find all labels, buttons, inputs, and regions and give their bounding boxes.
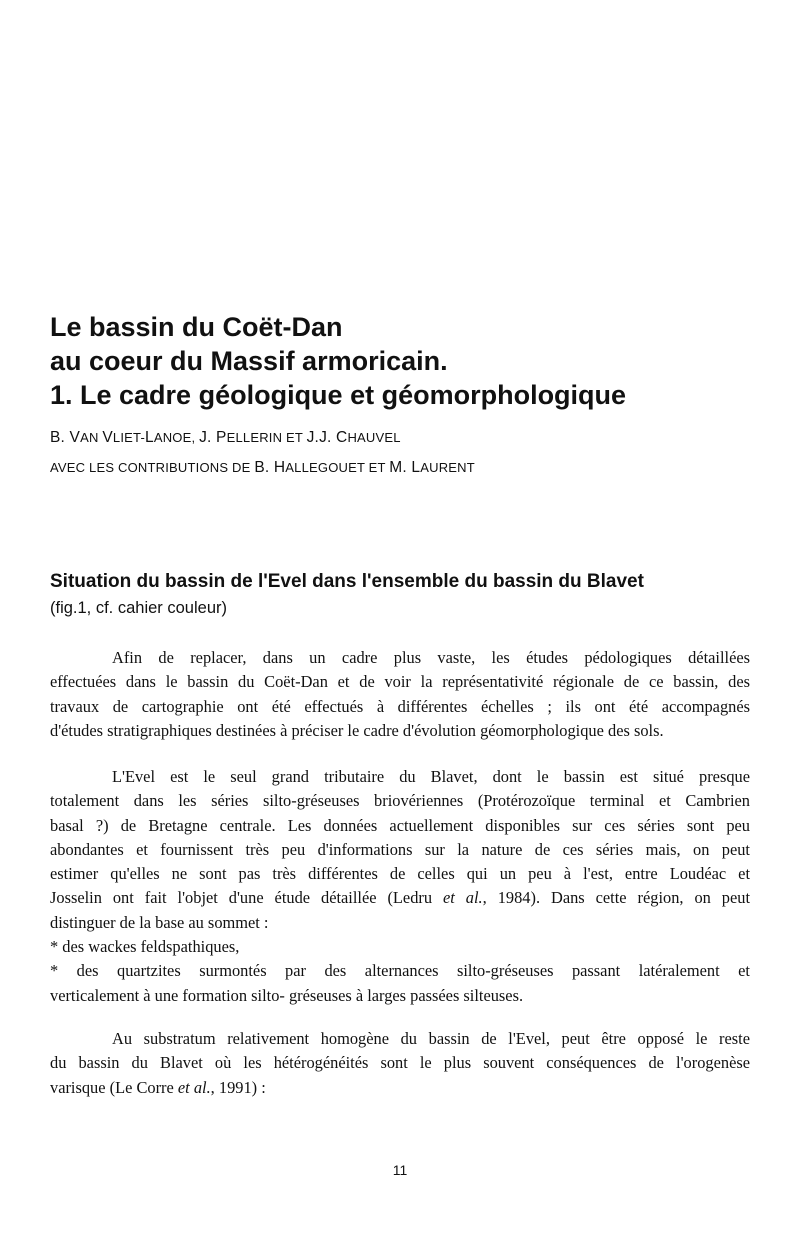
page-number: 11 bbox=[392, 1162, 408, 1178]
paragraph-3: Au substratum relativement homogène du bassin de l'Evel, peut être opposé le reste du bassin du Blavet où les hétérogénéités sont le plus souvent conséquences de l'orogenèse varisque (Le Corre et al., 1991) : bbox=[50, 1027, 750, 1100]
article-title bbox=[50, 310, 750, 412]
contributors-line: AVEC LES CONTRIBUTIONS DE B. HALLEGOUET ET M. LAURENT bbox=[50, 459, 475, 476]
paragraph-1: Afin de replacer, dans un cadre plus vaste, les études pédologiques détaillées effectuées dans le bassin du Coët-Dan et de voir la représentativité régionale de ce bassin, des travaux de cartographie ont été effectués à différentes échelles ; ils ont été accompagnés d'études stratigraphiques destinées à préciser le cadre d'évolution géomorphologique des sols. bbox=[50, 648, 750, 740]
paragraph-2: L'Evel est le seul grand tributaire du Blavet, dont le bassin est situé presque totalement dans les séries silto-gréseuses briovériennes (Protérozoïque terminal et Cambrien basal ?) de Bretagne centrale. Les données actuellement disponibles sur ces séries sont peu abondantes et fournissent très peu d'informations sur la nature de ces séries mais, on peut estimer qu'elles ne sont pas très différentes de celles qui un peu à l'est, entre Loudéac et Josselin ont fait l'objet d'une étude détaillée (Ledru et al., 1984). Dans cette région, on peut distinguer de la base au sommet : * des wackes feldspathiques, * des quartzites surmontés par des alternances silto-gréseuses passant latéralement et verticalement à une formation silto- gréseuses à larges passées silteuses. bbox=[50, 767, 751, 1005]
list-item: * des quartzites surmontés par des alternances silto-gréseuses passant latéralement et bbox=[50, 961, 750, 981]
title-line-1: Le bassin du Coët-Dan bbox=[50, 312, 343, 342]
list-item: * des wackes feldspathiques, bbox=[50, 937, 240, 957]
citation-line: varisque (Le Corre et al., 1991) : bbox=[50, 1077, 266, 1097]
title-line-3: 1. Le cadre géologique et géomorphologique bbox=[50, 380, 627, 410]
authors-line: B. VAN VLIET-LANOE, J. PELLERIN ET J.J. CHAUVEL bbox=[50, 429, 401, 446]
citation-line: Josselin ont fait l'objet d'une étude détaillée (Ledru et al., 1984). Dans cette région, on peut bbox=[50, 888, 751, 908]
figure-reference: (fig.1, cf. cahier couleur) bbox=[50, 599, 227, 617]
section-heading: Situation du bassin de l'Evel dans l'ensemble du bassin du Blavet bbox=[50, 571, 644, 592]
title-line-2: au coeur du Massif armoricain. bbox=[50, 346, 448, 376]
